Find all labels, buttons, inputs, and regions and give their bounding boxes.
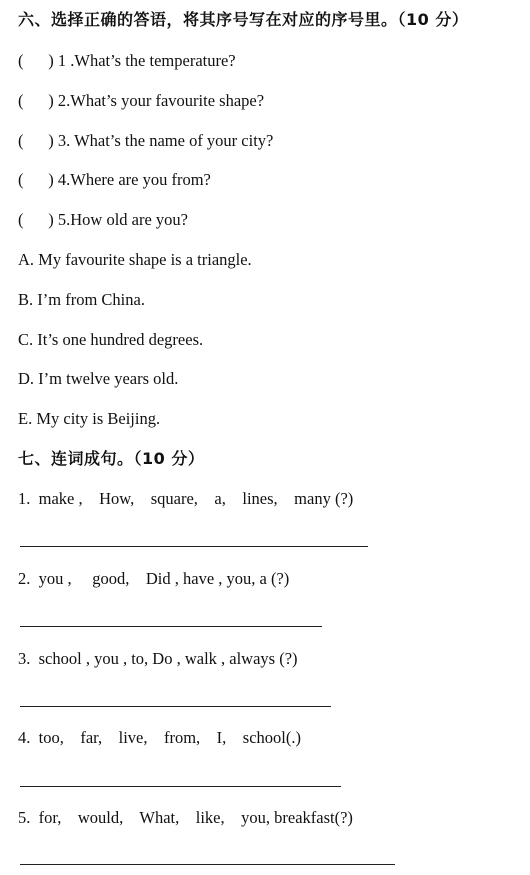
answer-d: D. I’m twelve years old. xyxy=(18,369,179,388)
answer-line-2 xyxy=(20,626,322,627)
answer-b: B. I’m from China. xyxy=(18,290,145,309)
answer-line-4 xyxy=(20,786,341,787)
answer-c: C. It’s one hundred degrees. xyxy=(18,330,204,349)
answer-a: A. My favourite shape is a triangle. xyxy=(18,250,252,269)
sentence-item-3: 3. school , you , to, Do , walk , always (?) xyxy=(18,649,298,668)
sentence-item-5: 5. for, would, What, like, you, breakfast(?) xyxy=(18,808,353,827)
sentence-item-4: 4. too, far, live, from, I, school(.) xyxy=(18,728,301,747)
sentence-item-2: 2. you , good, Did , have , you, a (?) xyxy=(18,569,290,588)
answer-line-3 xyxy=(20,706,331,707)
answer-line-5 xyxy=(20,864,395,865)
answer-e: E. My city is Beijing. xyxy=(18,409,161,428)
section-7-heading: 七、连词成句。（10 分） xyxy=(18,449,205,468)
question-4: ( ) 4.Where are you from? xyxy=(18,170,211,189)
question-3: ( ) 3. What’s the name of your city? xyxy=(18,131,274,150)
question-2: ( ) 2.What’s your favourite shape? xyxy=(18,91,265,110)
sentence-item-1: 1. make , How, square, a, lines, many (?) xyxy=(18,489,354,508)
answer-line-1 xyxy=(20,546,368,547)
section-6-heading: 六、选择正确的答语，将其序号写在对应的序号里。（10 分） xyxy=(18,10,469,29)
question-1: ( ) 1 .What’s the temperature? xyxy=(18,51,236,70)
question-5: ( ) 5.How old are you? xyxy=(18,210,188,229)
